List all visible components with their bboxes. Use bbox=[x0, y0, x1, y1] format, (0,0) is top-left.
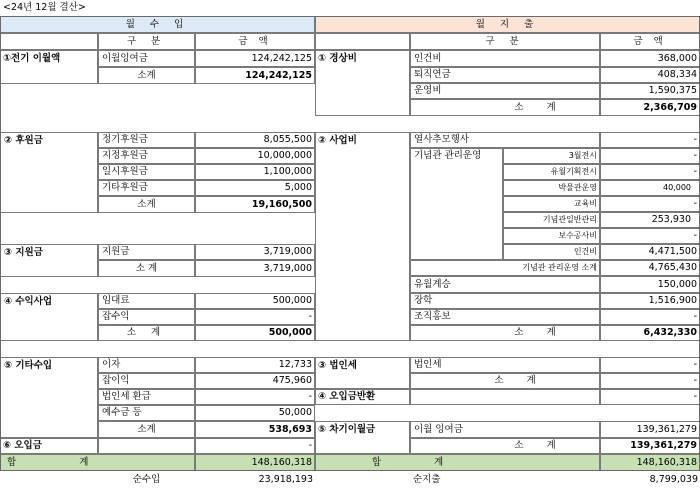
expense-amount: 368,000 bbox=[600, 50, 700, 67]
income-amount: 5,000 bbox=[195, 180, 315, 196]
expense-subtotal-label: 소 계 bbox=[410, 325, 600, 341]
income-section-2-name: ② 후원금 bbox=[0, 132, 98, 213]
expense-item: 열사추모행사 bbox=[410, 132, 600, 148]
income-subtotal-label: 소 계 bbox=[98, 260, 195, 277]
expense-section-4-name: ④ 오입금반환 bbox=[315, 389, 410, 405]
expense-subtotal: - bbox=[600, 373, 700, 389]
expense-section-5-name: ⑤ 차기이월금 bbox=[315, 421, 410, 454]
expense-item: 운영비 bbox=[410, 83, 600, 99]
expense-group-name: 기념관 관리운영 bbox=[410, 148, 503, 260]
income-item: 임대료 bbox=[98, 293, 195, 309]
income-amount: 12,733 bbox=[195, 357, 315, 373]
income-item: 잡이익 bbox=[98, 373, 195, 389]
income-subtotal: 538,693 bbox=[195, 421, 315, 438]
expense-col-item: 구 분 bbox=[410, 33, 600, 50]
income-amount: 10,000,000 bbox=[195, 148, 315, 164]
income-total-label: 합 계 bbox=[0, 454, 195, 471]
expense-amount: - bbox=[600, 148, 700, 164]
net-income: 23,918,193 bbox=[258, 473, 313, 485]
income-amount: 124,242,125 bbox=[195, 50, 315, 67]
income-item: 지원금 bbox=[98, 244, 195, 260]
net-expense-label: 순지출 bbox=[413, 473, 441, 485]
expense-subtotal: 2,366,709 bbox=[600, 99, 700, 116]
expense-item: 법인세 bbox=[410, 357, 600, 373]
income-header: 월 수 입 bbox=[0, 16, 315, 33]
expense-section-2-name: ② 사업비 bbox=[315, 132, 410, 341]
expense-item: 이월 잉여금 bbox=[410, 421, 600, 438]
income-amount: - bbox=[195, 309, 315, 325]
expense-amount: 4,471,500 bbox=[600, 244, 700, 260]
expense-group-total: 4,765,430 bbox=[600, 260, 700, 276]
expense-amount: 408,334 bbox=[600, 67, 700, 83]
expense-sub-label: 박물관운영 bbox=[503, 180, 600, 196]
expense-col-amount: 금 액 bbox=[600, 33, 700, 50]
income-subtotal-label: 소계 bbox=[98, 196, 195, 213]
expense-item: 인건비 bbox=[410, 50, 600, 67]
expense-sub-label: 기념관일반관리 bbox=[503, 212, 600, 228]
expense-sub-label: 3월전시 bbox=[503, 148, 600, 164]
expense-item: 장학 bbox=[410, 293, 600, 309]
income-item: 이자 bbox=[98, 357, 195, 373]
income-amount: 3,719,000 bbox=[195, 244, 315, 260]
income-subtotal: 3,719,000 bbox=[195, 260, 315, 277]
expense-sub-label: 보수공사비 bbox=[503, 228, 600, 244]
expense-item: 유월계승 bbox=[410, 276, 600, 293]
net-expense: 8,799,039 bbox=[649, 473, 698, 485]
expense-amount: 253,930 bbox=[600, 212, 700, 228]
income-item: 예수금 등 bbox=[98, 405, 195, 421]
income-total: 148,160,318 bbox=[195, 454, 315, 471]
income-section-5-name: ⑤ 기타수입 bbox=[0, 357, 98, 438]
expense-group-total-label: 기념관 관리운영 소계 bbox=[410, 260, 600, 276]
income-amount: 8,055,500 bbox=[195, 132, 315, 148]
income-item: 정기후원금 bbox=[98, 132, 195, 148]
expense-total-label: 합 계 bbox=[315, 454, 600, 471]
expense-amount: - bbox=[600, 196, 700, 212]
sheet-outer-border bbox=[0, 16, 700, 471]
expense-section-1-name: ① 경상비 bbox=[315, 50, 410, 116]
expense-amount: 1,590,375 bbox=[600, 83, 700, 99]
expense-amount: - bbox=[600, 132, 700, 148]
expense-section-3-name: ③ 법인세 bbox=[315, 357, 410, 389]
expense-total: 148,160,318 bbox=[600, 454, 700, 471]
expense-subtotal-label: 소 계 bbox=[410, 438, 600, 454]
expense-header: 월 지 출 bbox=[315, 16, 700, 33]
income-amount: - bbox=[195, 438, 315, 454]
expense-subtotal-label: 소 계 bbox=[410, 99, 600, 116]
income-section-1-name: ①전기 이월액 bbox=[0, 50, 98, 84]
income-subtotal-label: 소 계 bbox=[98, 325, 195, 341]
expense-amount: - bbox=[600, 164, 700, 180]
income-amount: 50,000 bbox=[195, 405, 315, 421]
expense-amount: 139,361,279 bbox=[600, 421, 700, 438]
income-subtotal-label: 소계 bbox=[98, 67, 195, 84]
expense-amount: - bbox=[600, 389, 700, 405]
income-subtotal: 124,242,125 bbox=[195, 67, 315, 84]
expense-amount: - bbox=[600, 357, 700, 373]
expense-subtotal-label: 소 계 bbox=[410, 373, 600, 389]
expense-subtotal: 139,361,279 bbox=[600, 438, 700, 454]
expense-amount: 150,000 bbox=[600, 276, 700, 293]
income-item: 이월잉여금 bbox=[98, 50, 195, 67]
income-col-amount: 금 액 bbox=[195, 33, 315, 50]
expense-amount: 40,000 bbox=[600, 180, 700, 196]
expense-amount: - bbox=[600, 309, 700, 325]
expense-sub-label: 유월기획전시 bbox=[503, 164, 600, 180]
expense-amount: 1,516,900 bbox=[600, 293, 700, 309]
income-item: 잡수익 bbox=[98, 309, 195, 325]
income-subtotal-label: 소계 bbox=[98, 421, 195, 438]
expense-sub-label: 인건비 bbox=[503, 244, 600, 260]
income-item: 기타후원금 bbox=[98, 180, 195, 196]
income-amount: 475,960 bbox=[195, 373, 315, 389]
income-section-4-name: ④ 수익사업 bbox=[0, 293, 98, 341]
income-subtotal: 19,160,500 bbox=[195, 196, 315, 213]
income-item: 일시후원금 bbox=[98, 164, 195, 180]
income-subtotal: 500,000 bbox=[195, 325, 315, 341]
income-section-3-name: ③ 지원금 bbox=[0, 244, 98, 277]
expense-item: 조직홍보 bbox=[410, 309, 600, 325]
income-col-item: 구 분 bbox=[98, 33, 195, 50]
income-amount: - bbox=[195, 389, 315, 405]
expense-sub-label: 교육비 bbox=[503, 196, 600, 212]
expense-subtotal: 6,432,330 bbox=[600, 325, 700, 341]
income-amount: 1,100,000 bbox=[195, 164, 315, 180]
net-income-label: 순수입 bbox=[132, 473, 161, 485]
income-item: 법인세 환급 bbox=[98, 389, 195, 405]
sheet-title: <24년 12월 결산> bbox=[3, 2, 86, 14]
income-item: 지정후원금 bbox=[98, 148, 195, 164]
income-section-6-name: ⑥ 오입금 bbox=[0, 438, 98, 454]
income-amount: 500,000 bbox=[195, 293, 315, 309]
expense-item: 퇴직연금 bbox=[410, 67, 600, 83]
expense-amount: - bbox=[600, 228, 700, 244]
